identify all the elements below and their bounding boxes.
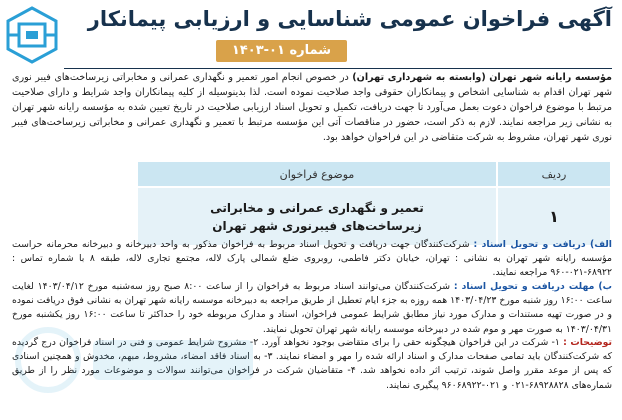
section-b-heading: ب) مهلت دریافت و تحویل اسناد : [453,281,612,292]
section-c-heading: توضیحات : [563,337,612,348]
row-number: ۱ [497,187,611,246]
org-affiliation: (وابسته به شهرداری تهران) [352,72,486,83]
section-a-heading: الف) دریافت و تحویل اسناد : [473,239,612,250]
title-divider [64,68,612,69]
header-spacer [13,161,137,187]
rayaneh-shahr-logo-icon [6,6,58,64]
org-name: مؤسسه رایانه شهر تهران [489,72,612,83]
col-subject-header: موضوع فراخوان [137,161,497,187]
row-subject-line1: تعمیر و نگهداری عمرانی و مخابراتی [210,200,424,215]
section-b-text: شرکت‌کنندگان می‌توانند اسناد مربوط به فراخوان را از ساعت ۸:۰۰ صبح روز سه‌شنبه مورخ ۱۴۰۳/۰۴/۱۲ لغایت ساعت ۱۶:۰۰ روز شنبه مورخ ۱۴۰۳/۰۴/۲۳ همه روزه به جزء ایام تعطیل از طریق مراجعه به دبیرخانه موسسه رایانه شهر تهران به نشانی فوق دریافت نموده و در صورت تهیه مستندات و مدارک مورد نیاز مطابق شرایط عمومی فراخوان، اسناد و مدارک مربوطه خود را حداکثر تا ساعت ۱۶:۰۰ روز یکشنبه مورخ ۱۴۰۳/۰۴/۳۱ به صورت مهر و موم شده در دبیرخانه موسسه رایانه شهر تهران تحویل نمایند. [12,281,612,335]
intro-text: در خصوص انجام امور تعمیر و نگهداری عمرانی و مخابراتی زیرساخت‌های فیبر نوری شهر تهران اقدام به شناسایی اشخاص و پیمانکاران حقوقی واجد صلاحیت نموده است. لذا بدینوسیله از کلیه پیمانکاران واجد شرایط و دارای صلاحیت مرتبط با موضوع فراخوان دعوت بعمل می‌آورد تا جهت دریافت، تکمیل و تحویل اسناد ارزیابی صلاحیت در تاریخ تعیین شده به مؤسسه رایانه شهر تهران به نشانی زیر مراجعه نمایند. لازم به ذکر است، حضور در مناقصات آتی این مؤسسه مرتبط با تعمیر و نگهداری عمرانی و مخابراتی زیرساخت‌های فیبر نوری شهر تهران، مشروط به شرکت متقاضی در این فراخوان خواهد بود. [12,72,612,143]
section-deadline [12,280,612,337]
section-notes [12,336,612,393]
subjects-table [12,160,612,247]
col-row-header: ردیف [497,161,611,187]
section-c-text: ۱- شرکت در این فراخوان هیچگونه حقی را برای متقاضی بوجود نخواهد آورد. ۲- مشروح شرایط عمومی و فنی در اسناد فراخوان درج گردیده که شرکت‌کنندگان باید تمامی صفحات مدارک و اسناد ارائه شده را مهر و امضاء نمایند. ۳- به اسناد فاقد امضاء، مشروط، مبهم، مخدوش و همچنین اسنادی که پس از موعد مقرر واصل شوند، ترتیب اثر داده نخواهد شد. ۴- متقاضیان شرکت در فراخوان می‌توانند سوالات و موضوعات مورد نظر را از طریق شماره‌های ۶۸۹۲۸۸۲۸-۰۲۱ و ۰۲۱-۹۶۰۶۸۹۲۲ پیگیری نمایند. [12,337,612,391]
section-receive-documents [12,238,612,281]
section-a-text: شرکت‌کنندگان جهت دریافت و تحویل اسناد مربوط به فراخوان مذکور به واحد دبیرخانه و دبیرخانه محرمانه حراست مؤسسه رایانه شهر تهران به نشانی : تهران، خیابان دکتر فاطمی، روبروی ضلع شمالی پارک لاله، مجتمع تجاری لاله، طبقه ۸ با شماره تماس : ۶۸۹۲۲-۰۲۱-۹۶۰ مراجعه نمایند. [12,239,613,279]
intro-paragraph [12,70,612,145]
notice-title: آگهی فراخوان عمومی شناسایی و ارزیابی پیمانکار [87,7,612,31]
row-subject-line2: زیرساخت‌های فیبرنوری شهر تهران [212,218,422,233]
notice-number-badge: شماره ۰۱-۱۴۰۳ [216,40,347,62]
